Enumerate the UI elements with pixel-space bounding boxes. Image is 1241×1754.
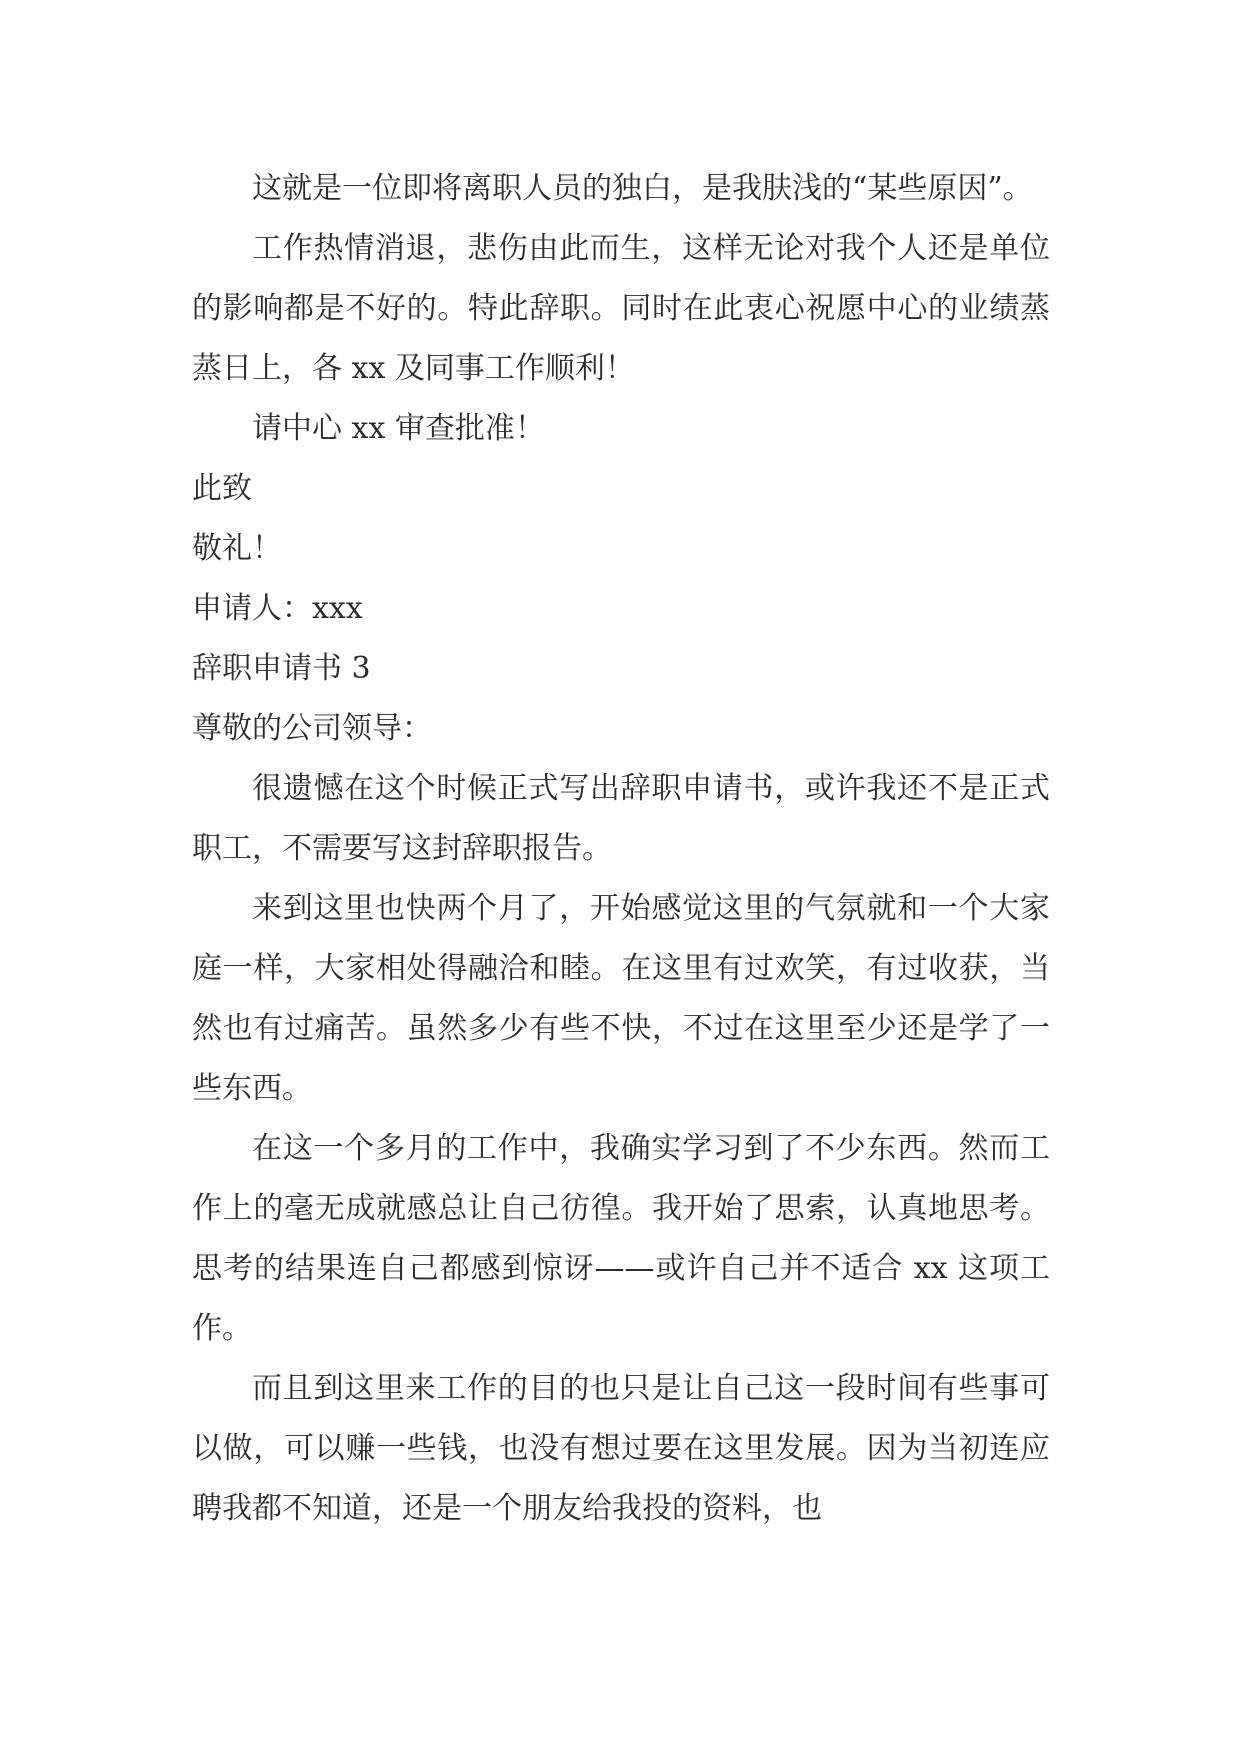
paragraph-5: 来到这里也快两个月了，开始感觉这里的气氛就和一个大家庭一样，大家相处得融洽和睦。在这里有过欢笑，有过收获，当然也有过痛苦。虽然多少有些不快，不过在这里至少还是学了一些东西。 (192, 891, 1050, 1106)
paragraph-1: 这就是一位即将离职人员的独白，是我肤浅的“某些原因”。 (252, 171, 1033, 206)
salutation: 尊敬的公司领导： (192, 711, 432, 746)
paragraph-2: 工作热情消退，悲伤由此而生，这样无论对我个人还是单位的影响都是不好的。特此辞职。同时在此衷心祝愿中心的业绩蒸蒸日上，各 xx 及同事工作顺利！ (192, 231, 1050, 386)
paragraph-3: 请中心 xx 审查批准！ (252, 411, 545, 446)
document-body (192, 159, 1050, 1539)
paragraph-6: 在这一个多月的工作中，我确实学习到了不少东西。然而工作上的毫无成就感总让自己彷徨。我开始了思索，认真地思考。思考的结果连自己都感到惊讶——或许自己并不适合 xx 这项工作。 (192, 1131, 1050, 1346)
closing-line-1: 此致 (192, 471, 252, 506)
paragraph-4: 很遗憾在这个时候正式写出辞职申请书，或许我还不是正式职工，不需要写这封辞职报告。 (192, 771, 1050, 866)
closing-line-2: 敬礼！ (192, 531, 282, 566)
paragraph-7: 而且到这里来工作的目的也只是让自己这一段时间有些事可以做，可以赚一些钱，也没有想过要在这里发展。因为当初连应聘我都不知道，还是一个朋友给我投的资料，也 (192, 1371, 1050, 1526)
signature-line: 申请人：xxx (192, 591, 363, 626)
section-title: 辞职申请书 3 (192, 651, 371, 686)
